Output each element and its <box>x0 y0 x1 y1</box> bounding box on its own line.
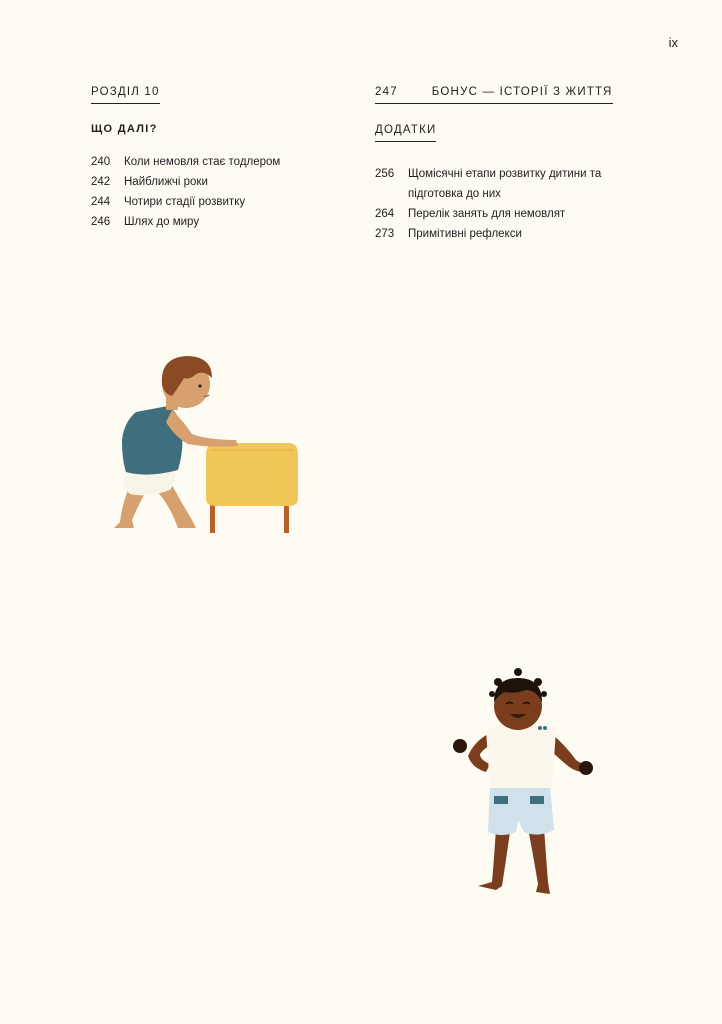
chapter-heading: ЩО ДАЛІ? <box>91 123 158 135</box>
chapter-label: РОЗДІЛ 10 <box>91 86 160 104</box>
toddler-walking-illustration <box>446 660 606 900</box>
toc-page-number: 242 <box>91 176 111 188</box>
toc-right-column <box>375 82 655 244</box>
toc-page-number: 264 <box>375 208 395 220</box>
bonus-title: БОНУС — ІСТОРІЇ З ЖИТТЯ <box>431 86 613 98</box>
toc-entry[interactable] <box>375 164 655 204</box>
toddler-figure-icon <box>453 668 593 894</box>
toc-entry[interactable] <box>91 172 341 192</box>
toc-title: Коли немовля стає тодлером <box>124 156 281 168</box>
toc-entry[interactable] <box>375 224 655 244</box>
toc-page-number: 246 <box>91 216 111 228</box>
toc-left-column <box>91 82 341 232</box>
toc-entry[interactable] <box>91 212 341 232</box>
toc-page-number: 273 <box>375 228 395 240</box>
toc-title: Шлях до миру <box>124 216 200 228</box>
toc-entry[interactable] <box>91 192 341 212</box>
toc-entry[interactable] <box>91 152 341 172</box>
toc-title: Чотири стадії розвитку <box>124 196 246 208</box>
toc-page-number: 244 <box>91 196 111 208</box>
appendix-entries <box>375 164 655 244</box>
page-number: ix <box>668 35 678 50</box>
appendix-label: ДОДАТКИ <box>375 124 436 142</box>
bonus-label[interactable] <box>375 86 613 104</box>
baby-pushing-chair-illustration <box>108 350 308 540</box>
chair-icon <box>206 443 298 533</box>
toc-title: Найближчі роки <box>124 176 208 188</box>
toc-page-number: 240 <box>91 156 111 168</box>
toc-entry[interactable] <box>375 204 655 224</box>
bonus-page-number: 247 <box>375 86 398 98</box>
toc-title: Перелік занять для немовлят <box>408 208 566 220</box>
toc-title: Примітивні рефлекси <box>408 228 522 240</box>
toc-title: Щомісячні етапи розвитку дитини та підготовка до них <box>408 168 602 200</box>
toc-page-number: 256 <box>375 168 395 180</box>
chapter-entries <box>91 152 341 232</box>
